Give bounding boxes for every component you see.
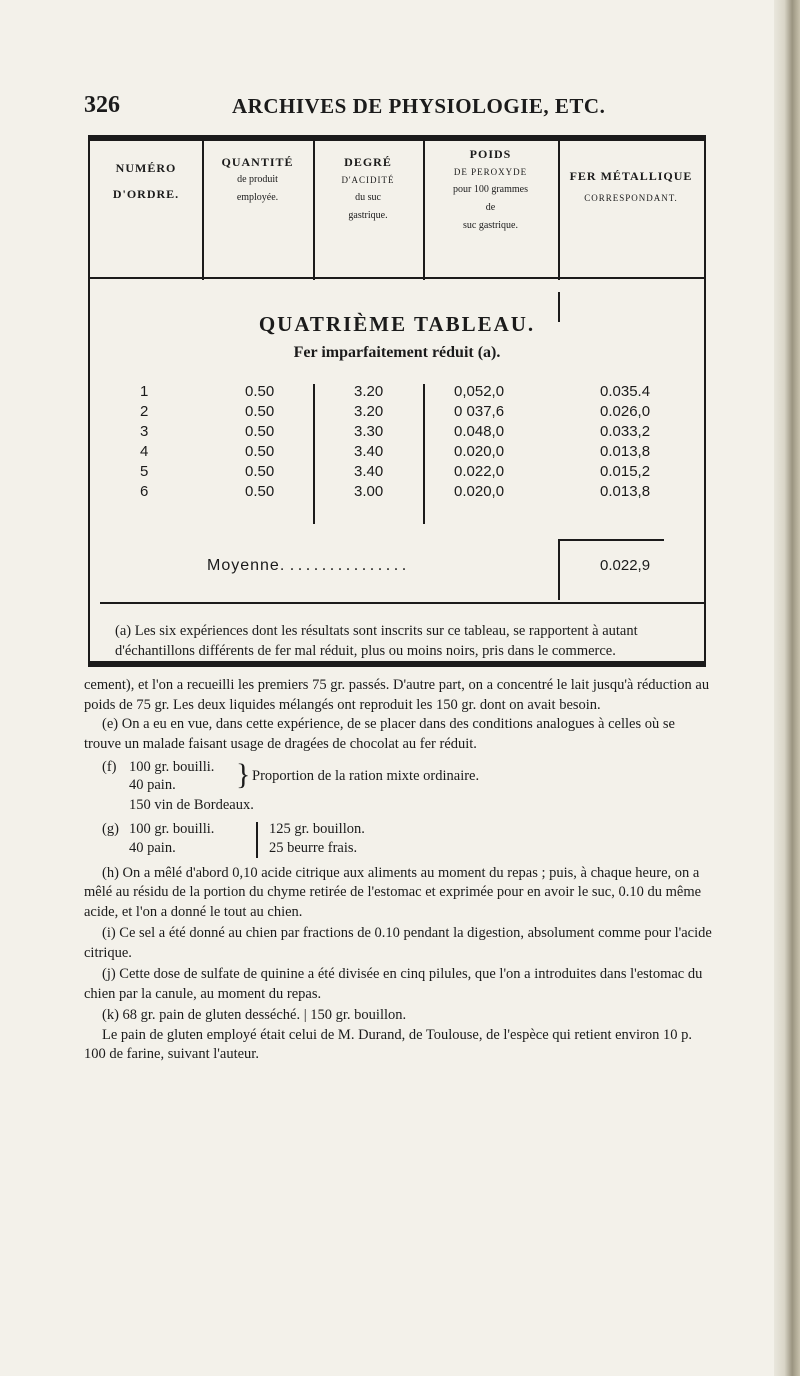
- table-row: 5 0.50 3.40 0.022,0 0.015,2: [140, 463, 651, 480]
- col-separator: [558, 540, 560, 600]
- column-header-quantite: QUANTITÉ de produit employée.: [221, 155, 294, 203]
- column-header-numero: NUMÉRO D'ORDRE.: [112, 161, 180, 201]
- table-row: 3 0.50 3.30 0.048,0 0.033,2: [140, 423, 651, 440]
- table-subtitle: Fer imparfaitement réduit (a).: [293, 344, 501, 361]
- note-j: (j) Cette dose de sulfate de quinine a été divisée en cinq pilules, que l'on a introduites dans l'estomac du chien par la canule, au moment du repas.: [84, 966, 703, 1002]
- average-leader-dots: ...............: [290, 557, 410, 574]
- note-i: (i) Ce sel a été donné au chien par fractions de 0.10 pendant la digestion, absolument comme pour l'acide citrique.: [84, 925, 712, 961]
- data-table: [88, 135, 706, 667]
- col-separator: [558, 292, 560, 322]
- column-header-degre: DEGRÉ D'ACIDITÉ du suc gastrique.: [341, 155, 395, 221]
- note-h: (h) On a mêlé d'abord 0,10 acide citrique aux aliments au moment du repas ; puis, à chaque heure, on a mêlé au résidu de la portion du chyme retirée de l'estomac et exprimée pour en avoir le suc, 0.10 du même acide, et l'on a donné le tout au chien.: [84, 864, 702, 920]
- header-rule: [90, 277, 704, 279]
- page-edge: [774, 0, 800, 1376]
- column-header-poids: POIDS DE PEROXYDE pour 100 grammes de suc gastrique.: [453, 147, 528, 231]
- column-header-fer: FER MÉTALLIQUE CORRESPONDANT.: [569, 169, 693, 203]
- average-label: Moyenne.: [207, 557, 286, 574]
- note-rule: [100, 602, 704, 604]
- note-e: (e) On a eu en vue, dans cette expérience, de se placer dans des conditions analogues à celles où se trouve un malade faisant usage de dragées de chocolat au fer réduit.: [84, 716, 675, 752]
- body-text: [84, 676, 714, 1065]
- table-row: 2 0.50 3.20 0 037,6 0.026,0: [140, 403, 651, 420]
- average-rule: [558, 539, 664, 541]
- col-separator: [558, 137, 560, 280]
- table-title: QUATRIÈME TABLEAU.: [258, 312, 536, 336]
- brace-glyph: }: [236, 758, 251, 791]
- table-row: 1 0.50 3.20 0,052,0 0.035.4: [140, 383, 651, 400]
- column-divider: [256, 822, 258, 858]
- paragraph-continuation: cement), et l'on a recueilli les premiers 75 gr. passés. D'autre part, on a concentré le lait jusqu'à réduction au poids de 75 gr. Les deux liquides mélangés ont reproduit les 150 gr. dont on avait besoin.: [84, 677, 710, 713]
- table-top-rule: [90, 137, 704, 141]
- table-bottom-rule: [90, 661, 704, 665]
- running-title: ARCHIVES DE PHYSIOLOGIE, ETC.: [232, 94, 606, 118]
- note-k: (k) 68 gr. pain de gluten desséché. | 150 gr. bouillon.: [102, 1007, 407, 1023]
- average-value: 0.022,9: [600, 557, 651, 574]
- note-f: (f) 100 gr. bouilli. 40 pain. } Proportion de la ration mixte ordinaire.: [102, 758, 480, 793]
- page-number: 326: [84, 92, 120, 118]
- note-g: (g) 100 gr. bouilli. 40 pain. 125 gr. bouillon. 25 beurre frais.: [102, 820, 365, 856]
- table-row: 4 0.50 3.40 0.020,0 0.013,8: [140, 443, 651, 460]
- table-footnote: (a) Les six expériences dont les résultats sont inscrits sur ce tableau, se rapportent à autant d'échantillons différents de fer mal réduit, plus ou moins noirs, pris dans le commerce.: [115, 623, 638, 659]
- note-f-wine: 150 vin de Bordeaux.: [129, 797, 254, 813]
- table-row: 6 0.50 3.00 0.020,0 0.013,8: [140, 483, 651, 500]
- note-k-continued: Le pain de gluten employé était celui de M. Durand, de Toulouse, de l'espèce qui retient environ 10 p. 100 de farine, suivant l'auteur.: [84, 1026, 693, 1062]
